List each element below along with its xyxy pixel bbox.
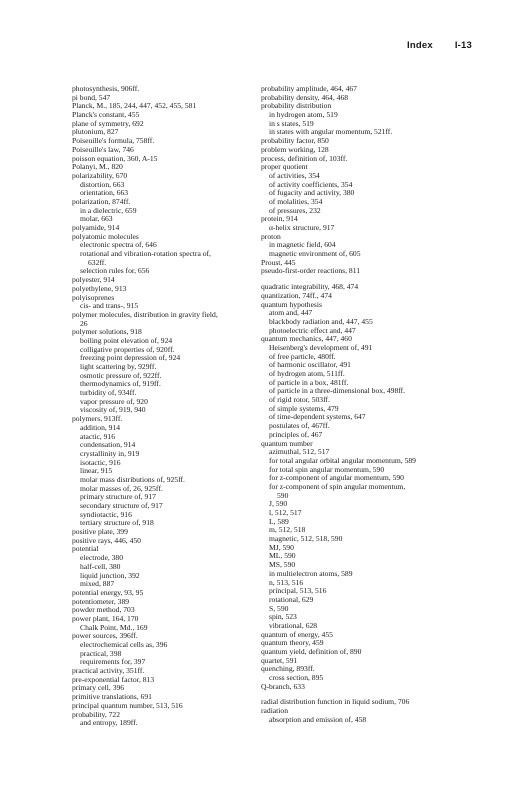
index-subentry: electrode, 380 xyxy=(80,553,124,563)
index-subentry: molar mass distributions of, 925ff. xyxy=(80,474,185,484)
index-subentry: in hydrogen atom, 519 xyxy=(269,110,338,120)
page-number: I-13 xyxy=(454,40,472,51)
index-entry: proton xyxy=(261,231,281,241)
index-subentry: distortion, 663 xyxy=(80,179,125,189)
index-subentry: J, 590 xyxy=(269,499,288,509)
index-entry: polyester, 914 xyxy=(72,275,115,285)
index-subentry: rotational and vibration-rotation spectra of, xyxy=(80,249,211,259)
index-subentry: half-cell, 380 xyxy=(80,561,121,571)
index-entry: quantum theory, 459 xyxy=(261,638,324,648)
index-entry: potential xyxy=(72,544,99,554)
index-entry: proper quotient xyxy=(261,162,308,172)
index-entry: pi bond, 547 xyxy=(72,92,111,102)
index-subentry: ML, 590 xyxy=(269,551,296,561)
index-subentry: of harmonic oscillator, 491 xyxy=(269,360,351,370)
index-subentry: of activity coefficients, 354 xyxy=(269,179,353,189)
index-subentry: n, 513, 516 xyxy=(269,577,304,587)
index-column-right xyxy=(261,85,486,725)
index-entry: problem working, 128 xyxy=(261,144,329,154)
index-subentry: cis- and trans-, 915 xyxy=(80,301,139,311)
index-entry: quantum yield, definition of, 890 xyxy=(261,647,362,656)
index-subentry: light scattering by, 929ff. xyxy=(80,362,157,371)
index-entry: positive plate, 399 xyxy=(72,527,128,537)
index-subentry: electronic spectra of, 646 xyxy=(80,240,157,250)
index-entry: Poiseuille's formula, 758ff. xyxy=(72,136,155,146)
index-subentry: photoelectric effect and, 447 xyxy=(269,325,356,335)
index-entry: poisson equation, 360, A-15 xyxy=(72,153,158,163)
index-subentry: in magnetic field, 604 xyxy=(269,240,336,250)
index-subentry: molar, 663 xyxy=(80,214,113,224)
index-subentry: α-helix structure, 917 xyxy=(269,223,335,232)
index-entry: Planck's constant, 455 xyxy=(72,110,140,120)
index-entry: probability, 722 xyxy=(72,709,121,719)
index-entry: photosynthesis, 906ff. xyxy=(72,84,140,93)
index-subentry: for total angular orbital angular momentum, 589 xyxy=(269,455,416,465)
index-subentry: in multielectron atoms, 589 xyxy=(269,568,353,578)
index-entry: Q-branch, 633 xyxy=(261,681,305,691)
index-subentry: principal, 513, 516 xyxy=(269,586,327,596)
index-subentry: postulates of, 467ff. xyxy=(269,421,330,431)
header-title: Index xyxy=(407,40,433,51)
index-subentry: of time-dependent systems, 647 xyxy=(269,412,366,422)
index-entry: plane of symmetry, 692 xyxy=(72,118,144,128)
index-subentry: principles of, 467 xyxy=(269,429,323,439)
index-entry: quantum number xyxy=(261,438,313,448)
index-subentry: cross section, 895 xyxy=(269,673,324,683)
index-entry: Planck, M., 185, 244, 447, 452, 455, 581 xyxy=(72,101,197,111)
index-entry: quadratic integrability, 468, 474 xyxy=(261,282,359,292)
index-entry: primitive translations, 691 xyxy=(72,692,152,702)
index-subentry: practical, 398 xyxy=(80,648,122,658)
index-subentry: absorption and emission of, 458 xyxy=(269,714,367,724)
index-subentry: boiling point elevation of, 924 xyxy=(80,335,173,345)
index-entry: process, definition of, 103ff. xyxy=(261,153,348,163)
index-column-left xyxy=(72,85,277,728)
index-entry: principal quantum number, 513, 516 xyxy=(72,700,183,710)
index-subentry: L, 589 xyxy=(269,516,289,526)
index-entry: Poiseuille's law, 746 xyxy=(72,144,134,154)
index-subentry: azimuthal, 512, 517 xyxy=(269,447,330,457)
index-subentry: 590 xyxy=(277,490,289,500)
index-entry: quenching, 893ff. xyxy=(261,664,315,674)
index-subentry: vibrational, 628 xyxy=(269,620,318,630)
index-subentry: atactic, 916 xyxy=(80,431,115,441)
index-subentry: liquid junction, 392 xyxy=(80,570,140,580)
index-subentry: 26 xyxy=(80,318,88,328)
index-subentry: orientation, 663 xyxy=(80,188,129,198)
index-entry: power sources, 396ff. xyxy=(72,631,138,641)
index-subentry: syndiotactic, 916 xyxy=(80,509,132,519)
index-entry: polarizability, 670 xyxy=(72,170,128,180)
index-subentry: primary structure of, 917 xyxy=(80,492,156,502)
index-subentry: of hydrogen atom, 511ff. xyxy=(269,369,345,378)
index-entry: polymer solutions, 918 xyxy=(72,327,142,337)
index-subentry: MS, 590 xyxy=(269,560,296,570)
index-entry: practical activity, 351ff. xyxy=(72,666,145,676)
index-subentry: secondary structure of, 917 xyxy=(80,501,163,510)
index-subentry: freezing point depression of, 924 xyxy=(80,353,181,363)
index-entry: radiation xyxy=(261,706,288,716)
index-subentry: 632ff. xyxy=(88,257,107,267)
index-subentry: tertiary structure of, 918 xyxy=(80,518,154,528)
index-subentry: S, 590 xyxy=(269,603,289,613)
index-subentry: rotational, 629 xyxy=(269,594,314,604)
index-subentry: thermodynamics of, 919ff. xyxy=(80,379,161,389)
index-entry: polyethylene, 913 xyxy=(72,283,127,293)
index-subentry: m, 512, 518 xyxy=(269,525,306,535)
index-subentry: of particle in a box, 481ff. xyxy=(269,377,349,387)
index-entry: protein, 914 xyxy=(261,214,298,224)
index-subentry: isotactic, 916 xyxy=(80,457,121,467)
index-entry: quantization, 74ff., 474 xyxy=(261,290,332,300)
index-subentry: of fugacity and activity, 380 xyxy=(269,188,355,198)
index-entry: powder method, 703 xyxy=(72,605,135,615)
index-subentry: selection rules for, 656 xyxy=(80,266,150,276)
index-entry: quantum of energy, 455 xyxy=(261,629,333,639)
index-subentry: of free particle, 480ff. xyxy=(269,351,336,361)
index-subentry: crystallinity in, 919 xyxy=(80,448,140,458)
index-entry: Proust, 445 xyxy=(261,257,296,267)
index-subentry: for z-component of angular momentum, 590 xyxy=(269,473,404,483)
index-subentry: mixed, 887 xyxy=(80,579,115,589)
index-subentry: of simple systems, 479 xyxy=(269,403,339,413)
index-entry: Polanyi, M., 820 xyxy=(72,162,123,172)
index-entry: quantum hypothesis xyxy=(261,299,322,309)
index-subentry: turbidity of, 934ff. xyxy=(80,388,137,398)
index-entry: polymers, 913ff. xyxy=(72,414,123,424)
index-subentry: of molalities, 354 xyxy=(269,196,323,206)
index-subentry: atom and, 447 xyxy=(269,308,313,318)
index-entry: radial distribution function in liquid sodium, 706 xyxy=(261,697,410,707)
index-entry: positive rays, 446, 450 xyxy=(72,535,141,545)
index-entry: quartet, 591 xyxy=(261,655,298,665)
index-subentry: electrochemical cells as, 396 xyxy=(80,640,168,649)
index-subentry: in states with angular momentum, 521ff. xyxy=(269,127,393,137)
index-subentry: spin, 523 xyxy=(269,612,297,622)
index-entry: polymer molecules, distribution in gravity field, xyxy=(72,309,218,319)
index-subentry: requirements for, 397 xyxy=(80,657,146,667)
index-subentry: Heisenberg's development of, 491 xyxy=(269,342,373,352)
index-subentry: l, 512, 517 xyxy=(269,508,302,517)
index-subentry: of activities, 354 xyxy=(269,170,320,180)
index-subentry: of particle in a three-dimensional box, 498ff. xyxy=(269,386,406,396)
index-entry: quantum mechanics, 447, 460 xyxy=(261,334,352,344)
index-entry: polarization, 874ff. xyxy=(72,196,131,206)
index-subentry: linear, 915 xyxy=(80,466,113,476)
index-subentry: viscosity of, 919, 940 xyxy=(80,405,146,415)
index-entry: probability factor, 850 xyxy=(261,136,329,146)
index-entry: polyatomic molecules xyxy=(72,231,139,241)
index-entry: plutonium, 827 xyxy=(72,127,119,137)
index-entry: power plant, 164, 170 xyxy=(72,613,139,623)
index-subentry: molar masses of, 26, 925ff. xyxy=(80,483,163,493)
index-entry: probability distribution xyxy=(261,101,332,111)
index-subentry: osmotic pressure of, 922ff. xyxy=(80,370,162,380)
index-subentry: addition, 914 xyxy=(80,422,121,432)
index-entry: probability amplitude, 464, 467 xyxy=(261,84,357,93)
index-subentry: magnetic environment of, 605 xyxy=(269,249,361,259)
index-subentry: MJ, 590 xyxy=(269,542,294,552)
index-subentry: and entropy, 189ff. xyxy=(80,718,138,728)
index-entry: polyamide, 914 xyxy=(72,223,120,232)
index-subentry: in s states, 519 xyxy=(269,118,314,128)
index-entry: potential energy, 93, 95 xyxy=(72,587,144,597)
index-subentry: colligative properties of, 920ff. xyxy=(80,344,175,354)
index-entry: primary cell, 396 xyxy=(72,683,125,693)
index-subentry: vapor pressure of, 920 xyxy=(80,396,148,406)
index-subentry: Chalk Point, Md., 169 xyxy=(80,622,148,632)
index-subentry: for z-component of spin angular momentum, xyxy=(269,481,406,491)
index-subentry: of rigid rotor, 503ff. xyxy=(269,395,330,405)
index-entry: polyisoprenes xyxy=(72,292,115,302)
index-entry: potentiometer, 389 xyxy=(72,596,130,606)
running-header xyxy=(407,40,472,51)
index-entry: pseudo-first-order reactions, 811 xyxy=(261,266,361,276)
index-entry: probability density, 464, 468 xyxy=(261,92,349,102)
index-subentry: condensation, 914 xyxy=(80,440,136,450)
index-subentry: for total spin angular momentum, 590 xyxy=(269,464,385,474)
index-entry: pre-exponential factor, 813 xyxy=(72,674,155,684)
index-subentry: in a dielectric, 659 xyxy=(80,205,137,215)
index-subentry: magnetic, 512, 518, 590 xyxy=(269,534,343,544)
index-subentry: blackbody radiation and, 447, 455 xyxy=(269,316,373,326)
index-subentry: of pressures, 232 xyxy=(269,205,321,215)
